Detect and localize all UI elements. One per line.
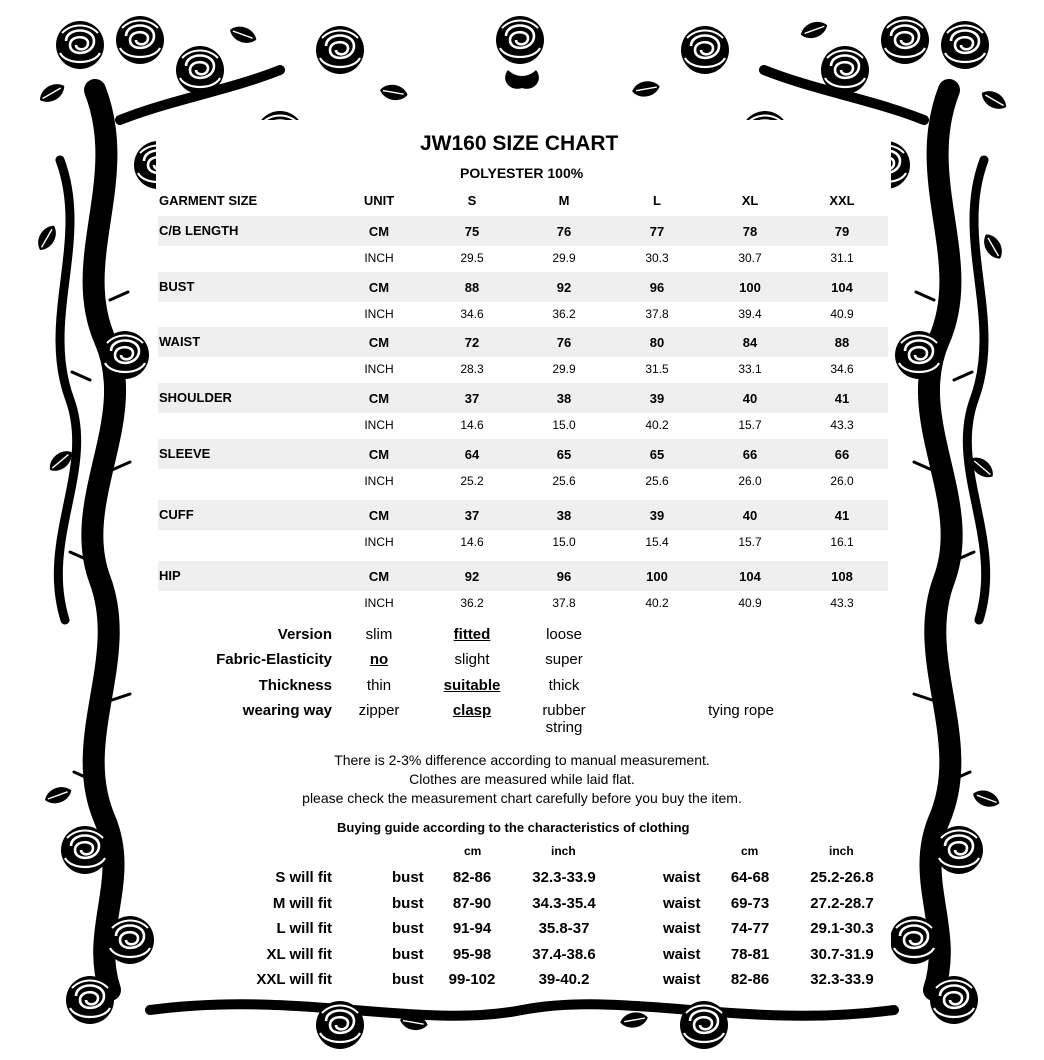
unit-cm-sleeve: CM <box>368 447 390 462</box>
value-cm-bust: 92 <box>556 280 572 295</box>
guide-bust-label: bust <box>392 895 424 912</box>
value-inch-hip: 37.8 <box>552 596 576 610</box>
guide-bust-inch: 34.3-35.4 <box>532 895 596 912</box>
attr-label-thickness: Thickness <box>258 677 332 694</box>
row-label-bust: BUST <box>159 279 195 294</box>
value-cm-waist: 76 <box>556 335 572 350</box>
guide-bust-label: bust <box>392 920 424 937</box>
guide-waist-cm: 74-77 <box>730 920 770 937</box>
value-inch-waist: 33.1 <box>738 362 762 376</box>
value-inch-bust: 34.6 <box>460 307 484 321</box>
value-cm-waist: 72 <box>464 335 480 350</box>
attr-label-fabric-elasticity: Fabric-Elasticity <box>216 651 332 668</box>
value-cm-cuff: 37 <box>464 508 480 523</box>
value-cm-hip: 96 <box>556 569 572 584</box>
guide-waist-inch: 30.7-31.9 <box>810 946 874 963</box>
guide-waist-label: waist <box>663 869 701 886</box>
note-line: please check the measurement chart carefully before you buy the item. <box>302 790 742 806</box>
attr-option-wearing-way: clasp <box>452 702 492 719</box>
guide-bust-cm: 87-90 <box>452 895 492 912</box>
page-title: JW160 SIZE CHART <box>420 132 619 155</box>
guide-fit: S will fit <box>275 869 332 886</box>
unit-inch-bust: INCH <box>364 307 394 321</box>
value-cm-c-b-length: 77 <box>649 224 665 239</box>
guide-waist-cm: 78-81 <box>730 946 770 963</box>
value-inch-c-b-length: 31.1 <box>830 251 854 265</box>
guide-bust-label: bust <box>392 946 424 963</box>
guide-waist-inch: 27.2-28.7 <box>810 895 874 912</box>
value-cm-hip: 100 <box>646 569 668 584</box>
value-inch-waist: 34.6 <box>830 362 854 376</box>
attr-option-wearing-way: zipper <box>358 702 400 719</box>
value-inch-bust: 37.8 <box>645 307 669 321</box>
value-cm-bust: 100 <box>739 280 761 295</box>
value-cm-cuff: 38 <box>556 508 572 523</box>
row-label-c-b-length: C/B LENGTH <box>159 223 239 238</box>
guide-bust-inch: 35.8-37 <box>538 920 590 937</box>
value-inch-hip: 40.2 <box>645 596 669 610</box>
value-inch-cuff: 15.4 <box>645 535 669 549</box>
value-cm-hip: 104 <box>739 569 761 584</box>
value-cm-shoulder: 37 <box>464 391 480 406</box>
unit-inch-waist: INCH <box>364 362 394 376</box>
attr-option-fabric-elasticity: no <box>369 651 389 668</box>
value-inch-shoulder: 43.3 <box>830 418 854 432</box>
value-cm-cuff: 40 <box>742 508 758 523</box>
attr-option-version: slim <box>365 626 393 643</box>
value-cm-hip: 108 <box>831 569 853 584</box>
guide-unit-cm: cm <box>464 844 482 858</box>
value-cm-shoulder: 39 <box>649 391 665 406</box>
value-cm-sleeve: 66 <box>742 447 758 462</box>
attr-label-version: Version <box>277 626 332 643</box>
guide-waist-label: waist <box>663 946 701 963</box>
attr-option-fabric-elasticity: slight <box>454 651 490 668</box>
guide-bust-cm: 95-98 <box>452 946 492 963</box>
value-cm-shoulder: 40 <box>742 391 758 406</box>
page-subtitle: POLYESTER 100% <box>460 165 584 181</box>
attr-option-fabric-elasticity: super <box>545 651 583 668</box>
guide-bust-cm: 99-102 <box>448 971 496 988</box>
value-cm-bust: 96 <box>649 280 665 295</box>
value-inch-hip: 43.3 <box>830 596 854 610</box>
value-inch-shoulder: 15.7 <box>738 418 762 432</box>
value-cm-sleeve: 66 <box>834 447 850 462</box>
guide-waist-label: waist <box>663 971 701 988</box>
guide-bust-inch: 39-40.2 <box>538 971 590 988</box>
unit-cm-waist: CM <box>368 335 390 350</box>
guide-fit: M will fit <box>272 895 332 912</box>
guide-bust-inch: 32.3-33.9 <box>532 869 596 886</box>
value-inch-shoulder: 40.2 <box>645 418 669 432</box>
unit-cm-cuff: CM <box>368 508 390 523</box>
row-label-sleeve: SLEEVE <box>159 446 211 461</box>
value-inch-sleeve: 25.6 <box>645 474 669 488</box>
guide-unit-inch: inch <box>551 844 576 858</box>
value-inch-sleeve: 26.0 <box>830 474 854 488</box>
value-inch-waist: 29.9 <box>552 362 576 376</box>
value-cm-cuff: 39 <box>649 508 665 523</box>
unit-inch-c-b-length: INCH <box>364 251 394 265</box>
guide-fit: XXL will fit <box>256 971 332 988</box>
value-cm-shoulder: 38 <box>556 391 572 406</box>
value-inch-c-b-length: 29.9 <box>552 251 576 265</box>
guide-waist-cm: 69-73 <box>730 895 770 912</box>
value-inch-waist: 28.3 <box>460 362 484 376</box>
unit-cm-c-b-length: CM <box>368 224 390 239</box>
value-inch-c-b-length: 30.3 <box>645 251 669 265</box>
value-inch-bust: 40.9 <box>830 307 854 321</box>
value-inch-cuff: 15.7 <box>738 535 762 549</box>
value-inch-waist: 31.5 <box>645 362 669 376</box>
value-cm-cuff: 41 <box>834 508 850 523</box>
value-cm-waist: 84 <box>742 335 758 350</box>
value-cm-hip: 92 <box>464 569 480 584</box>
unit-cm-bust: CM <box>368 280 390 295</box>
value-inch-cuff: 15.0 <box>552 535 576 549</box>
attr-option-thickness: suitable <box>443 677 501 694</box>
guide-waist-cm: 82-86 <box>730 971 770 988</box>
value-cm-sleeve: 64 <box>464 447 480 462</box>
attr-option-thickness: thick <box>548 677 580 694</box>
unit-cm-shoulder: CM <box>368 391 390 406</box>
unit-inch-sleeve: INCH <box>364 474 394 488</box>
guide-fit: L will fit <box>276 920 332 937</box>
note-line: There is 2-3% difference according to manual measurement. <box>334 752 710 768</box>
unit-cm-hip: CM <box>368 569 390 584</box>
value-cm-c-b-length: 75 <box>464 224 480 239</box>
guide-unit-cm-waist: cm <box>741 844 759 858</box>
buying-guide-title: Buying guide according to the characteristics of clothing <box>337 820 690 835</box>
value-cm-shoulder: 41 <box>834 391 850 406</box>
value-inch-sleeve: 25.6 <box>552 474 576 488</box>
value-inch-hip: 36.2 <box>460 596 484 610</box>
value-cm-waist: 80 <box>649 335 665 350</box>
guide-bust-inch: 37.4-38.6 <box>532 946 596 963</box>
row-label-waist: WAIST <box>159 334 201 349</box>
value-cm-sleeve: 65 <box>556 447 572 462</box>
value-inch-sleeve: 26.0 <box>738 474 762 488</box>
attr-option-version: fitted <box>453 626 491 643</box>
guide-unit-inch-waist: inch <box>829 844 854 858</box>
value-inch-shoulder: 15.0 <box>552 418 576 432</box>
value-inch-hip: 40.9 <box>738 596 762 610</box>
guide-waist-label: waist <box>663 920 701 937</box>
value-inch-bust: 36.2 <box>552 307 576 321</box>
guide-bust-label: bust <box>392 971 424 988</box>
header-size-m: M <box>558 193 570 208</box>
value-inch-cuff: 16.1 <box>830 535 854 549</box>
guide-bust-cm: 82-86 <box>452 869 492 886</box>
guide-waist-inch: 29.1-30.3 <box>810 920 874 937</box>
header-size-l: L <box>653 193 661 208</box>
value-cm-bust: 88 <box>464 280 480 295</box>
guide-waist-cm: 64-68 <box>730 869 770 886</box>
note-line: Clothes are measured while laid flat. <box>409 771 635 787</box>
value-cm-c-b-length: 78 <box>742 224 758 239</box>
value-cm-sleeve: 65 <box>649 447 665 462</box>
value-cm-c-b-length: 79 <box>834 224 850 239</box>
value-cm-waist: 88 <box>834 335 850 350</box>
header-size-xxl: XXL <box>829 193 855 208</box>
attr-option-thickness: thin <box>366 677 392 694</box>
unit-inch-shoulder: INCH <box>364 418 394 432</box>
value-inch-cuff: 14.6 <box>460 535 484 549</box>
row-label-shoulder: SHOULDER <box>159 390 232 405</box>
content-panel <box>156 120 891 990</box>
unit-inch-cuff: INCH <box>364 535 394 549</box>
attr-option-version: loose <box>546 626 582 643</box>
guide-bust-label: bust <box>392 869 424 886</box>
header-unit: UNIT <box>363 193 395 208</box>
guide-waist-inch: 32.3-33.9 <box>810 971 874 988</box>
value-inch-sleeve: 25.2 <box>460 474 484 488</box>
row-label-hip: HIP <box>159 568 181 583</box>
guide-waist-inch: 25.2-26.8 <box>810 869 874 886</box>
guide-fit: XL will fit <box>266 946 332 963</box>
attr-option-wearing-way: rubber string <box>542 702 586 736</box>
header-size-xl: XL <box>741 193 759 208</box>
attr-option-wearing-way: tying rope <box>708 702 774 719</box>
header-size-s: S <box>467 193 477 208</box>
guide-bust-cm: 91-94 <box>452 920 492 937</box>
attr-label-wearing-way: wearing way <box>242 702 332 719</box>
value-cm-c-b-length: 76 <box>556 224 572 239</box>
value-inch-c-b-length: 29.5 <box>460 251 484 265</box>
value-inch-c-b-length: 30.7 <box>738 251 762 265</box>
value-cm-bust: 104 <box>831 280 853 295</box>
unit-inch-hip: INCH <box>364 596 394 610</box>
value-inch-shoulder: 14.6 <box>460 418 484 432</box>
row-label-cuff: CUFF <box>159 507 194 522</box>
guide-waist-label: waist <box>663 895 701 912</box>
header-garment-size: GARMENT SIZE <box>159 193 258 208</box>
value-inch-bust: 39.4 <box>738 307 762 321</box>
